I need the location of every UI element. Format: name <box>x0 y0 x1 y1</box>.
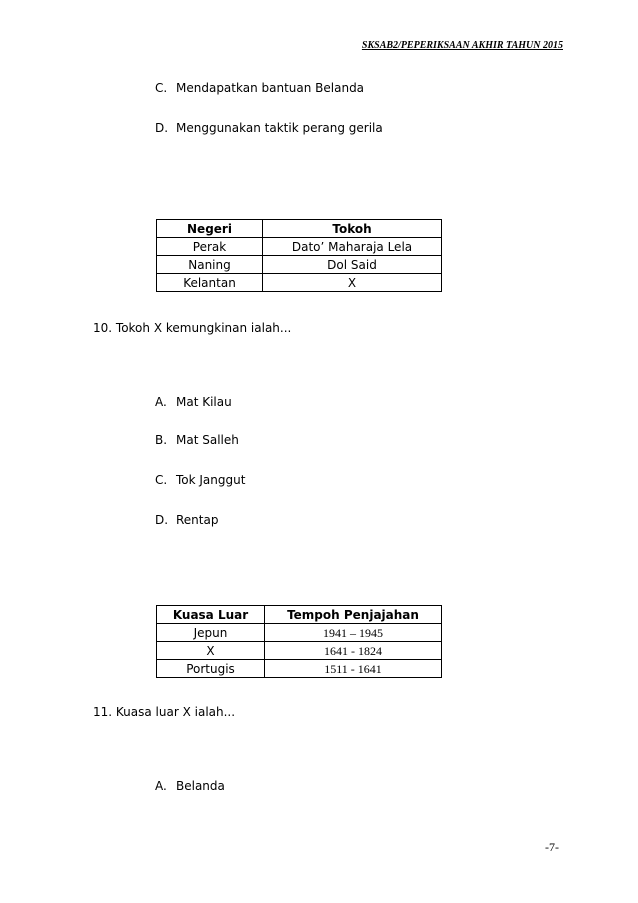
table-row <box>157 624 442 642</box>
column-header: Kuasa Luar <box>157 606 265 624</box>
table-cell: Kelantan <box>157 274 263 292</box>
table-row <box>157 660 442 678</box>
option-b-q10 <box>155 433 239 447</box>
option-text: Belanda <box>176 779 225 793</box>
option-letter: D. <box>155 121 169 135</box>
option-c-prev <box>155 81 364 95</box>
option-text: Mat Kilau <box>176 395 232 409</box>
table-negeri-tokoh <box>156 219 442 292</box>
table-header-row <box>157 606 442 624</box>
table-cell: 1941 – 1945 <box>265 624 442 642</box>
option-text: Mendapatkan bantuan Belanda <box>176 81 365 95</box>
option-d-q10 <box>155 513 218 527</box>
option-letter: B. <box>155 433 168 447</box>
option-text: Mat Salleh <box>176 433 239 447</box>
option-c-q10 <box>155 473 245 487</box>
table-row <box>157 238 442 256</box>
option-d-prev <box>155 121 383 135</box>
option-letter: A. <box>155 395 167 409</box>
table-cell: X <box>157 642 265 660</box>
option-a-q10 <box>155 395 232 409</box>
page-number: -7- <box>545 840 559 854</box>
table-cell: Portugis <box>157 660 265 678</box>
question-11: 11. Kuasa luar X ialah... <box>93 705 236 719</box>
question-10: 10. Tokoh X kemungkinan ialah... <box>93 321 292 335</box>
table-cell: Naning <box>157 256 263 274</box>
option-letter: C. <box>155 473 168 487</box>
column-header: Tokoh <box>263 220 442 238</box>
table-cell: 1511 - 1641 <box>265 660 442 678</box>
column-header: Tempoh Penjajahan <box>265 606 442 624</box>
table-cell: 1641 - 1824 <box>265 642 442 660</box>
option-letter: C. <box>155 81 168 95</box>
page-header: SKSAB2/PEPERIKSAAN AKHIR TAHUN 2015 <box>361 40 563 51</box>
table-header-row <box>157 220 442 238</box>
table-row <box>157 274 442 292</box>
table-cell: Perak <box>157 238 263 256</box>
option-text: Tok Janggut <box>176 473 246 487</box>
table-cell: X <box>263 274 442 292</box>
table-kuasa-luar <box>156 605 442 678</box>
option-text: Menggunakan taktik perang gerila <box>176 121 383 135</box>
column-header: Negeri <box>157 220 263 238</box>
option-text: Rentap <box>176 513 219 527</box>
table-cell: Dato’ Maharaja Lela <box>263 238 442 256</box>
table-row <box>157 642 442 660</box>
table-row <box>157 256 442 274</box>
table-cell: Jepun <box>157 624 265 642</box>
option-a-q11 <box>155 779 225 793</box>
option-letter: D. <box>155 513 169 527</box>
table-cell: Dol Said <box>263 256 442 274</box>
option-letter: A. <box>155 779 167 793</box>
